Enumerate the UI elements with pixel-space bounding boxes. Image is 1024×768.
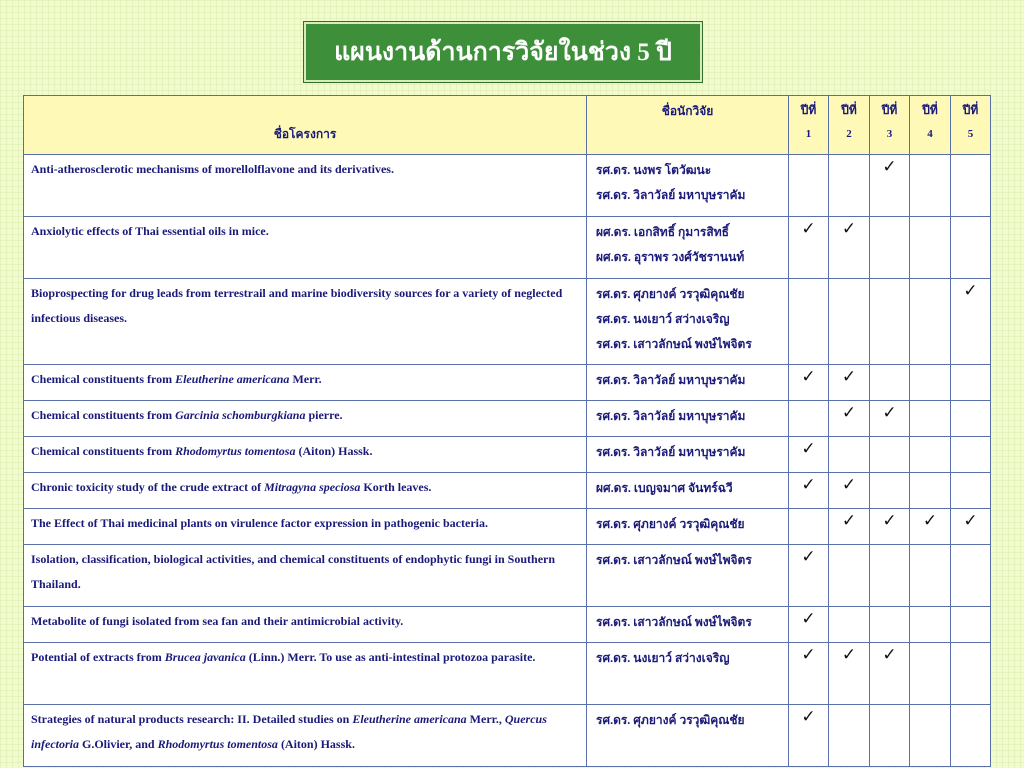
researcher-name: รศ.ดร. ศุภยางค์ วรวุฒิคุณชัย [596,517,745,531]
check-icon: ✓ [801,439,816,459]
year-2-cell [829,365,870,401]
researcher-name: รศ.ดร. นงเยาว์ สว่างเจริญ [596,312,730,326]
project-text: Chemical constituents from [31,372,176,386]
year-3-cell [870,437,910,473]
year-4-cell [910,473,951,509]
check-icon: ✓ [841,403,857,423]
check-icon: ✓ [801,707,816,727]
year-3-cell [870,401,910,437]
project-text: Anti-atherosclerotic mechanisms of morellolflavone and its derivatives. [31,162,394,176]
year-5-cell [951,437,991,473]
table-row [24,643,991,705]
check-icon: ✓ [841,219,857,239]
researcher-cell [587,401,789,437]
check-icon: ✓ [801,475,816,495]
project-text: G.Olivier, and [79,737,158,751]
species-name: Rhodomyrtus tomentosa [157,737,278,751]
year-5-cell [951,401,991,437]
year-5-cell [951,545,991,607]
project-text: Isolation, classification, biological activities, and chemical constituents of endophytic fungi in Southern Thailand. [31,552,556,591]
header-year-3: ปีที่ 3 [870,96,910,155]
project-text: Strategies of natural products research: II. Detailed studies on [31,712,353,726]
check-icon: ✓ [882,645,897,665]
year-2-cell [829,437,870,473]
header-year-5: ปีที่ 5 [951,96,991,155]
table-row [24,607,991,643]
species-name: Garcinia schomburgkiana [175,408,306,422]
year-4-cell [910,401,951,437]
project-name-cell [24,365,587,401]
check-icon: ✓ [922,511,938,531]
year-5-cell [951,279,991,365]
table-row [24,217,991,279]
year-2-cell [829,705,870,767]
year-1-cell [789,279,829,365]
check-icon: ✓ [801,219,816,239]
species-name: Rhodomyrtus tomentosa [175,444,296,458]
project-text: Anxiolytic effects of Thai essential oils in mice. [31,224,269,238]
year-4-cell [910,217,951,279]
project-name-cell [24,705,587,767]
year-3-cell [870,155,910,217]
project-text: (Aiton) Hassk. [277,737,355,751]
year-2-cell [829,545,870,607]
check-icon: ✓ [963,281,978,301]
year-4-cell [910,155,951,217]
year-1-cell [789,705,829,767]
project-text: pierre. [305,408,343,422]
year-3-cell [870,365,910,401]
year-4-cell [910,607,951,643]
researcher-name: ผศ.ดร. เบญจมาศ จันทร์ฉวี [596,481,733,495]
year-4-cell [910,705,951,767]
table-row [24,155,991,217]
table-row [24,401,991,437]
researcher-name: รศ.ดร. ศุภยางค์ วรวุฒิคุณชัย [596,713,745,727]
year-2-cell [829,401,870,437]
project-text: Bioprospecting for drug leads from terrestrail and marine biodiversity sources for a variety of neglected infectious diseases. [31,286,563,325]
check-icon: ✓ [882,403,897,423]
year-4-cell [910,509,951,545]
year-4-cell [910,545,951,607]
researcher-cell [587,643,789,705]
researcher-cell [587,365,789,401]
year-5-cell [951,473,991,509]
project-name-cell [24,509,587,545]
researcher-name: รศ.ดร. เสาวลักษณ์ พงษ์ไพจิตร [596,553,752,567]
check-icon: ✓ [801,645,816,665]
species-name: Mitragyna speciosa [264,480,361,494]
researcher-name: รศ.ดร. วิลาวัลย์ มหาบุษราคัม [596,445,746,459]
project-text: Chemical constituents from [31,444,176,458]
year-2-cell [829,509,870,545]
table-row [24,365,991,401]
researcher-name: รศ.ดร. วิลาวัลย์ มหาบุษราคัม [596,188,746,202]
table-row [24,279,991,365]
year-2-cell [829,155,870,217]
project-name-cell [24,217,587,279]
year-1-cell [789,365,829,401]
project-text: The Effect of Thai medicinal plants on virulence factor expression in pathogenic bacteria. [31,516,488,530]
year-2-cell [829,279,870,365]
table-row [24,705,991,767]
year-3-cell [870,705,910,767]
year-2-cell [829,217,870,279]
check-icon: ✓ [801,609,816,629]
species-name: Quercus infectoria [31,712,547,751]
research-plan-table [23,95,991,767]
table-body [24,155,991,767]
table-row [24,509,991,545]
project-name-cell [24,643,587,705]
year-3-cell [870,545,910,607]
table-header-row [24,96,991,155]
year-3-cell [870,217,910,279]
check-icon: ✓ [801,367,816,387]
year-5-cell [951,217,991,279]
researcher-cell [587,705,789,767]
check-icon: ✓ [882,511,897,531]
year-1-cell [789,217,829,279]
project-text: Merr., [466,712,505,726]
researcher-cell [587,155,789,217]
project-text: Potential of extracts from [31,650,165,664]
researcher-name: ผศ.ดร. เอกสิทธิ์ กุมารสิทธิ์ [596,225,729,239]
year-3-cell [870,279,910,365]
project-name-cell [24,279,587,365]
year-5-cell [951,509,991,545]
researcher-cell [587,509,789,545]
year-4-cell [910,365,951,401]
year-5-cell [951,365,991,401]
table-row [24,545,991,607]
check-icon: ✓ [882,157,897,177]
project-name-cell [24,607,587,643]
species-name: Eleutherine americana [352,712,467,726]
researcher-cell [587,545,789,607]
check-icon: ✓ [801,547,816,567]
project-name-cell [24,473,587,509]
year-1-cell [789,401,829,437]
header-year-4: ปีที่ 4 [910,96,951,155]
project-name-cell [24,545,587,607]
year-4-cell [910,437,951,473]
year-5-cell [951,607,991,643]
species-name: Brucea javanica [164,650,246,664]
year-1-cell [789,437,829,473]
year-1-cell [789,545,829,607]
year-1-cell [789,643,829,705]
researcher-name: รศ.ดร. นงเยาว์ สว่างเจริญ [596,651,730,665]
header-year-1: ปีที่ 1 [789,96,829,155]
check-icon: ✓ [841,475,857,495]
year-5-cell [951,155,991,217]
researcher-name: รศ.ดร. ศุภยางค์ วรวุฒิคุณชัย [596,287,745,301]
researcher-name: รศ.ดร. วิลาวัลย์ มหาบุษราคัม [596,373,746,387]
year-5-cell [951,643,991,705]
researcher-name: รศ.ดร. เสาวลักษณ์ พงษ์ไพจิตร [596,337,752,351]
year-3-cell [870,509,910,545]
header-researcher: ชื่อนักวิจัย [587,96,789,155]
researcher-name: ผศ.ดร. อุราพร วงศ์วัชรานนท์ [596,250,745,264]
year-5-cell [951,705,991,767]
project-name-cell [24,155,587,217]
researcher-cell [587,473,789,509]
check-icon: ✓ [963,511,978,531]
project-text: Chemical constituents from [31,408,176,422]
year-2-cell [829,607,870,643]
project-name-cell [24,401,587,437]
year-2-cell [829,643,870,705]
year-2-cell [829,473,870,509]
year-4-cell [910,279,951,365]
header-year-2: ปีที่ 2 [829,96,870,155]
year-3-cell [870,473,910,509]
table-row [24,437,991,473]
project-text: Chronic toxicity study of the crude extract of [31,480,265,494]
year-1-cell [789,607,829,643]
year-1-cell [789,473,829,509]
year-4-cell [910,643,951,705]
researcher-cell [587,437,789,473]
species-name: Eleutherine americana [175,372,290,386]
researcher-name: รศ.ดร. เสาวลักษณ์ พงษ์ไพจิตร [596,615,752,629]
check-icon: ✓ [841,367,857,387]
researcher-cell [587,279,789,365]
year-3-cell [870,607,910,643]
researcher-cell [587,217,789,279]
check-icon: ✓ [841,511,857,531]
year-3-cell [870,643,910,705]
project-text: Merr. [289,372,322,386]
page-title: แผนงานด้านการวิจัยในช่วง 5 ปี [304,22,702,82]
project-name-cell [24,437,587,473]
project-text: Korth leaves. [360,480,432,494]
project-text: (Linn.) Merr. To use as anti-intestinal protozoa parasite. [245,650,536,664]
year-1-cell [789,509,829,545]
header-project: ชื่อโครงการ [24,96,587,155]
project-text: Metabolite of fungi isolated from sea fan and their antimicrobial activity. [31,614,404,628]
researcher-name: รศ.ดร. วิลาวัลย์ มหาบุษราคัม [596,409,746,423]
researcher-name: รศ.ดร. นงพร โตวัฒนะ [596,163,712,177]
table-row [24,473,991,509]
check-icon: ✓ [841,645,857,665]
researcher-cell [587,607,789,643]
project-text: (Aiton) Hassk. [295,444,373,458]
year-1-cell [789,155,829,217]
